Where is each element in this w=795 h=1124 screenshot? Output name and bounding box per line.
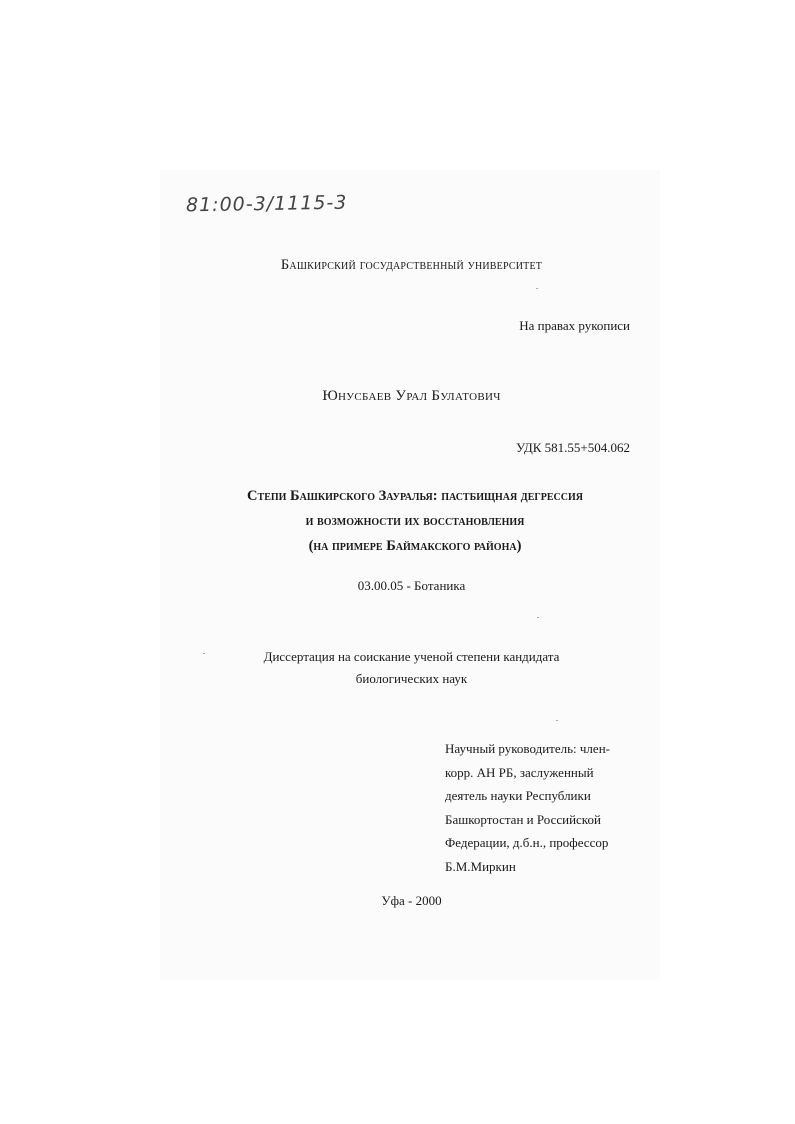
scan-speck bbox=[536, 288, 538, 289]
specialty-code: 03.00.05 - Ботаника bbox=[357, 578, 466, 593]
supervisor-block bbox=[445, 737, 645, 878]
university-name: Башкирский государственный университет bbox=[280, 257, 543, 273]
dissertation-title bbox=[150, 484, 680, 559]
supervisor-line: Б.М.Миркин bbox=[445, 858, 516, 874]
degree-line: биологических наук bbox=[355, 671, 468, 686]
handwritten-archive-number: 81:00-3/1115-3 bbox=[185, 191, 348, 217]
scan-speck bbox=[537, 617, 539, 618]
degree-statement bbox=[150, 646, 673, 690]
title-line: и возможности их восстановления bbox=[305, 513, 525, 529]
supervisor-line: Федерации, д.б.н., профессор bbox=[445, 835, 609, 850]
title-line: Степи Башкирского Зауралья: пастбищная дегрессия bbox=[247, 488, 583, 504]
city-year: Уфа - 2000 bbox=[381, 893, 442, 908]
author-name: Юнусбаев Урал Булатович bbox=[322, 388, 501, 404]
udc-code: УДК 581.55+504.062 bbox=[515, 440, 630, 455]
degree-line: Диссертация на соискание ученой степени кандидата bbox=[263, 649, 560, 664]
supervisor-line: Башкортостан и Российской bbox=[445, 811, 601, 827]
scan-speck bbox=[556, 720, 558, 721]
title-line: (на примере Баймакского района) bbox=[308, 538, 522, 554]
scan-speck bbox=[203, 653, 205, 654]
supervisor-line: деятель науки Республики bbox=[445, 788, 591, 803]
supervisor-line: Научный руководитель: член- bbox=[445, 741, 610, 756]
supervisor-line: корр. АН РБ, заслуженный bbox=[445, 764, 594, 780]
rights-note: На правах рукописи bbox=[519, 318, 630, 333]
